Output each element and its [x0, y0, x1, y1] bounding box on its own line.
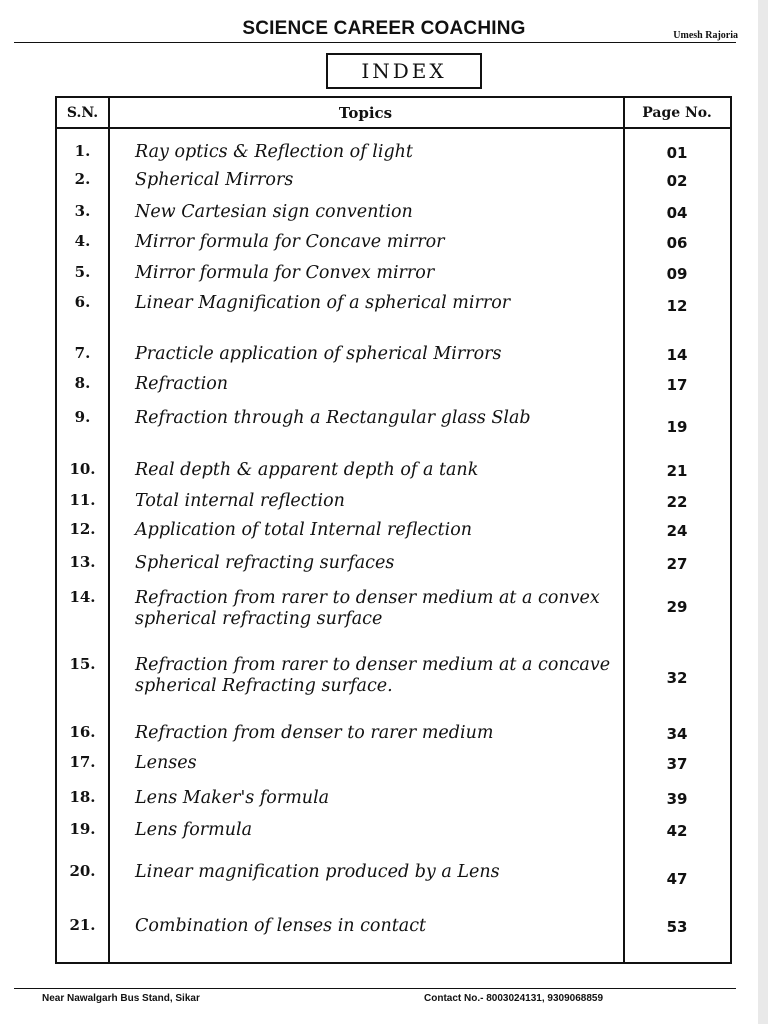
row-topic: Ray optics & Reflection of light [135, 142, 413, 162]
row-serial-number: 20. [69, 862, 96, 880]
column-header-sn: S.N. [66, 105, 99, 121]
index-table [55, 96, 732, 964]
footer-address: Near Nawalgarh Bus Stand, Sikar [42, 993, 200, 1004]
row-serial-number: 2. [74, 170, 91, 188]
row-topic: Refraction from rarer to denser medium at a convex spherical refracting surface [135, 588, 600, 629]
row-serial-number: 1. [74, 142, 91, 160]
row-page-number: 24 [666, 522, 688, 540]
row-serial-number: 6. [74, 293, 91, 311]
row-topic: Linear Magnification of a spherical mirror [135, 293, 511, 313]
row-serial-number: 17. [69, 753, 96, 771]
row-serial-number: 16. [69, 723, 96, 741]
row-serial-number: 18. [69, 788, 96, 806]
row-topic: Spherical Mirrors [135, 170, 294, 190]
row-serial-number: 12. [69, 520, 96, 538]
row-topic: Application of total Internal reflection [135, 520, 473, 540]
row-topic: New Cartesian sign convention [135, 202, 413, 222]
row-page-number: 02 [666, 172, 688, 190]
row-page-number: 42 [666, 822, 688, 840]
row-page-number: 01 [666, 144, 688, 162]
row-topic: Refraction from denser to rarer medium [135, 723, 494, 743]
row-serial-number: 13. [69, 553, 96, 571]
row-page-number: 37 [666, 755, 688, 773]
row-topic: Practicle application of spherical Mirrors [135, 344, 502, 364]
row-topic: Mirror formula for Concave mirror [135, 232, 445, 252]
index-heading: INDEX [326, 53, 482, 89]
row-serial-number: 4. [74, 232, 91, 250]
row-topic: Lens Maker's formula [135, 788, 330, 808]
row-page-number: 47 [666, 870, 688, 888]
row-page-number: 21 [666, 462, 688, 480]
row-page-number: 19 [666, 418, 688, 436]
row-serial-number: 5. [74, 263, 91, 281]
header-divider [14, 42, 736, 43]
row-serial-number: 21. [69, 916, 96, 934]
row-page-number: 39 [666, 790, 688, 808]
row-page-number: 04 [666, 204, 688, 222]
author-name: Umesh Rajoria [673, 30, 738, 41]
page-edge [758, 0, 768, 1024]
row-topic: Refraction [135, 374, 229, 394]
row-serial-number: 11. [69, 491, 96, 509]
row-topic: Refraction from rarer to denser medium at a concave spherical Refracting surface. [135, 655, 611, 696]
row-topic: Total internal reflection [135, 491, 345, 511]
row-serial-number: 10. [69, 460, 96, 478]
row-serial-number: 7. [74, 344, 91, 362]
column-divider [108, 98, 110, 962]
row-topic: Refraction through a Rectangular glass Slab [135, 408, 531, 428]
row-serial-number: 15. [69, 655, 96, 673]
column-header-page: Page No. [642, 105, 712, 121]
row-page-number: 09 [666, 265, 688, 283]
row-page-number: 17 [666, 376, 688, 394]
row-page-number: 32 [666, 669, 688, 687]
row-page-number: 53 [666, 918, 688, 936]
row-serial-number: 9. [74, 408, 91, 426]
row-topic: Linear magnification produced by a Lens [135, 862, 500, 882]
row-serial-number: 3. [74, 202, 91, 220]
row-topic: Mirror formula for Convex mirror [135, 263, 435, 283]
row-page-number: 29 [666, 598, 688, 616]
footer-divider [14, 988, 736, 989]
header-title: SCIENCE CAREER COACHING [242, 18, 526, 39]
row-topic: Combination of lenses in contact [135, 916, 427, 936]
row-topic: Real depth & apparent depth of a tank [135, 460, 479, 480]
row-page-number: 12 [666, 297, 688, 315]
row-serial-number: 8. [74, 374, 91, 392]
row-page-number: 34 [666, 725, 688, 743]
header-row-divider [57, 127, 730, 129]
row-serial-number: 14. [69, 588, 96, 606]
footer-contact: Contact No.- 8003024131, 9309068859 [424, 993, 604, 1004]
row-page-number: 27 [666, 555, 688, 573]
row-page-number: 06 [666, 234, 688, 252]
row-page-number: 22 [666, 493, 688, 511]
column-header-topics: Topics [338, 104, 393, 122]
row-topic: Lens formula [135, 820, 253, 840]
row-serial-number: 19. [69, 820, 96, 838]
row-topic: Lenses [135, 753, 197, 773]
row-topic: Spherical refracting surfaces [135, 553, 395, 573]
row-page-number: 14 [666, 346, 688, 364]
